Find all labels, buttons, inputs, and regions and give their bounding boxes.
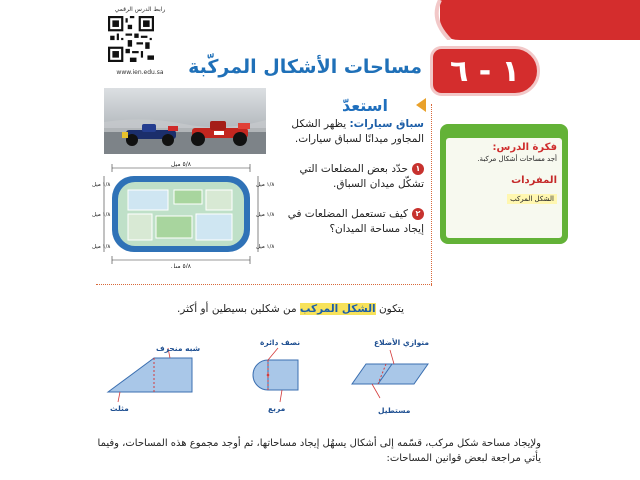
header-ribbon bbox=[400, 0, 640, 40]
question-text-2: كيف تستعمل المضلعات في إيجاد مساحة الميدان؟ bbox=[287, 208, 424, 235]
label-rectangle: مستطيل bbox=[378, 406, 411, 415]
label-parallelogram: متوازي الأضلاع bbox=[374, 338, 430, 347]
question-number-1: ١ bbox=[412, 163, 424, 175]
track-corner-label-br: ١/٨ ميل bbox=[256, 244, 274, 250]
question-2 bbox=[274, 207, 424, 237]
composite-intro-post: من شكلين بسيطين أو أكثر. bbox=[176, 303, 300, 315]
qr-block[interactable] bbox=[108, 6, 172, 96]
label-trapezoid: شبه منحرف bbox=[156, 344, 201, 353]
warmup-arrow-icon bbox=[416, 98, 426, 112]
track-corner-label-tr: ١/٨ ميل bbox=[256, 182, 274, 188]
composite-intro-pre: يتكون bbox=[375, 303, 404, 315]
race-track-diagram bbox=[88, 158, 274, 268]
warmup-intro bbox=[274, 117, 424, 147]
lesson-idea-heading: فكرة الدرس: bbox=[492, 142, 557, 153]
track-top-length: ٥/٨ ميل bbox=[171, 161, 191, 168]
figure-trapezoid-triangle bbox=[100, 344, 210, 410]
warmup-heading: استعدّ bbox=[342, 96, 389, 115]
qr-code-icon[interactable] bbox=[108, 16, 154, 62]
track-side-label-right: ١/٨ ميل bbox=[256, 212, 274, 218]
lesson-info-inner bbox=[446, 138, 562, 238]
vocab-heading: المفردات bbox=[511, 175, 557, 186]
vocab-term: الشكل المركب bbox=[507, 194, 557, 204]
section-divider bbox=[96, 284, 432, 285]
track-corner-label-tl: ١/٨ ميل bbox=[92, 182, 111, 188]
question-1 bbox=[274, 162, 424, 192]
label-semicircle: نصف دائرة bbox=[260, 338, 301, 347]
track-side-label-left: ١/٨ ميل bbox=[92, 212, 111, 218]
figure-parallelogram-rectangle bbox=[342, 338, 438, 410]
lesson-number-badge: ١ - ٦ bbox=[430, 46, 540, 96]
qr-url: www.ien.edu.sa bbox=[116, 69, 164, 76]
figure-semicircle-square bbox=[244, 340, 314, 410]
composite-intro bbox=[177, 303, 404, 315]
page-title: مساحات الأشكال المركّبة bbox=[188, 56, 422, 78]
track-bottom-length: ٥/٨ ميل bbox=[171, 263, 191, 268]
warmup-lead-bold: سباق سيارات: bbox=[349, 118, 424, 130]
question-text-1: حدّد بعض المضلعات التي تشكّل ميدان السباق. bbox=[299, 163, 424, 190]
lesson-idea-text: أجد مساحات أشكال مركبة. bbox=[477, 155, 557, 163]
question-number-2: ٢ bbox=[412, 208, 424, 220]
track-corner-label-bl: ١/٨ ميل bbox=[92, 244, 111, 250]
label-triangle: مثلث bbox=[110, 404, 129, 413]
area-method-paragraph: ولإيجاد مساحة شكل مركب، قسّمه إلى أشكال يسهُل إيجاد مساحاتها، ثم أوجد مجموع هذه المساحات، وفيما يأتي مراجعة لبعض قوانين المساحات: bbox=[97, 438, 541, 464]
qr-caption: رابط الدرس الرقمي bbox=[114, 6, 166, 13]
section-divider-vertical bbox=[431, 104, 432, 286]
lesson-info-box bbox=[440, 124, 568, 244]
composite-term: الشكل المركب bbox=[299, 303, 376, 315]
race-cars-photo bbox=[104, 88, 266, 154]
label-square: مربع bbox=[268, 404, 286, 413]
warmup-lead-text: يظهر الشكل المجاور ميدانًا لسباق سيارات. bbox=[291, 118, 424, 145]
